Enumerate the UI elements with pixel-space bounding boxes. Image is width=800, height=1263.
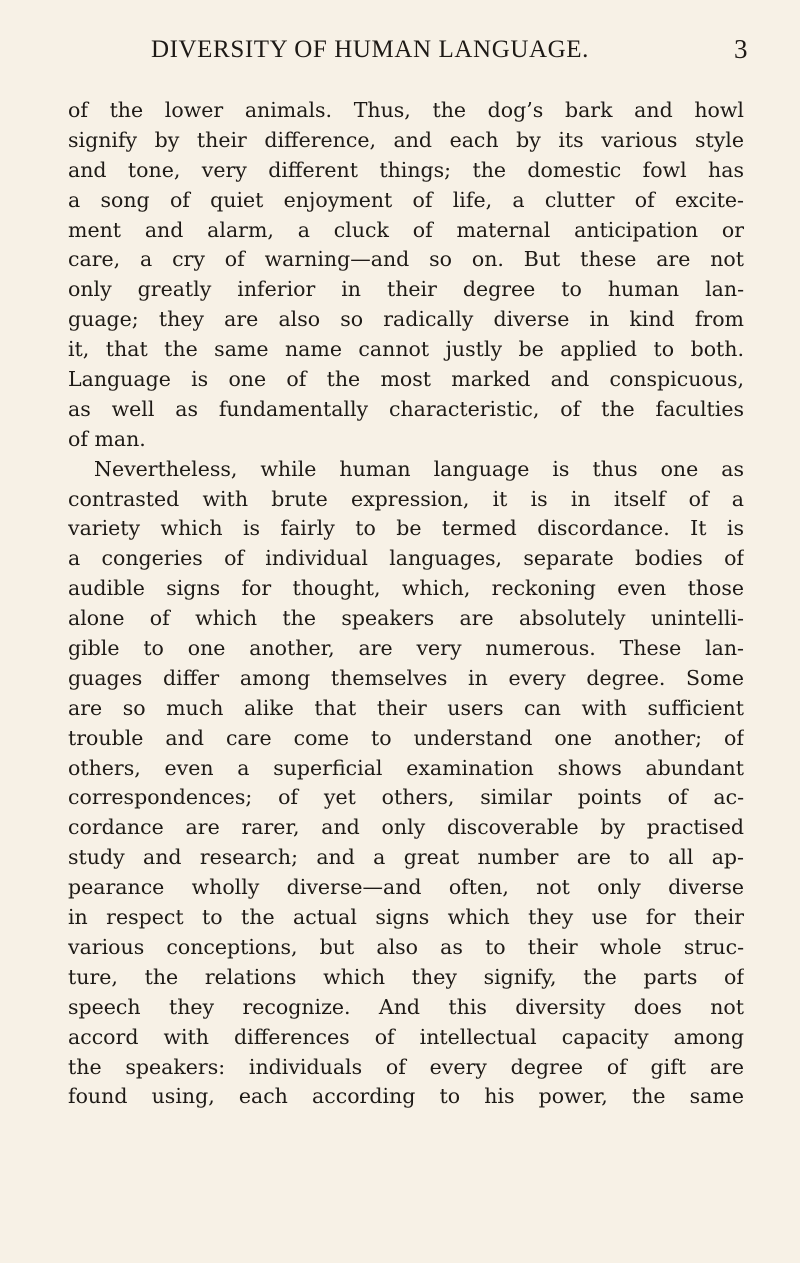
page-number: 3 (734, 34, 748, 64)
text-line: gible to one another, are very numerous. These lan- (68, 636, 744, 661)
text-line: ment and alarm, a cluck of maternal anticipation or (68, 217, 744, 242)
text-line: contrasted with brute expression, it is in itself of a (68, 486, 744, 511)
text-line: various conceptions, but also as to their whole struc- (68, 934, 744, 959)
text-line: cordance are rarer, and only discoverable by practised (68, 815, 744, 840)
text-line: study and research; and a great number are to all ap- (68, 845, 744, 870)
text-line: alone of which the speakers are absolutely unintelli- (68, 606, 744, 631)
text-line: signify by their difference, and each by its various style (68, 127, 744, 152)
text-line: the speakers: individuals of every degree of gift are (68, 1054, 744, 1079)
text-line: accord with differences of intellectual capacity among (68, 1024, 744, 1049)
text-line: ture, the relations which they signify, the parts of (68, 964, 744, 989)
text-line: Language is one of the most marked and conspicuous, (68, 367, 744, 392)
text-line: care, a cry of warning—and so on. But these are not (68, 247, 744, 272)
text-line: a congeries of individual languages, separate bodies of (68, 546, 744, 571)
text-line: audible signs for thought, which, reckoning even those (68, 576, 744, 601)
text-line: in respect to the actual signs which they use for their (68, 905, 744, 930)
text-line: correspondences; of yet others, similar points of ac- (68, 785, 744, 810)
text-line: pearance wholly diverse—and often, not only diverse (68, 875, 744, 900)
text-line: guage; they are also so radically diverse in kind from (68, 307, 744, 332)
text-line: found using, each according to his power, the same (68, 1084, 744, 1109)
text-line: guages differ among themselves in every degree. Some (68, 665, 744, 690)
text-line: as well as fundamentally characteristic, of the faculties (68, 396, 744, 421)
text-line: it, that the same name cannot justly be applied to both. (68, 337, 744, 362)
paragraph-end-line: of man. (68, 426, 146, 451)
text-line: a song of quiet enjoyment of life, a clutter of excite- (68, 187, 744, 212)
text-line: are so much alike that their users can with sufficient (68, 695, 744, 720)
text-line: trouble and care come to understand one another; of (68, 725, 744, 750)
body-text (68, 96, 744, 1112)
running-header-title: DIVERSITY OF HUMAN LANGUAGE. (150, 36, 590, 63)
text-line: others, even a superficial examination shows abundant (68, 755, 744, 780)
text-line: and tone, very different things; the domestic fowl has (68, 157, 744, 182)
text-line: only greatly inferior in their degree to human lan- (68, 277, 744, 302)
text-line: of the lower animals. Thus, the dog’s bark and howl (68, 98, 744, 122)
paragraph-start-line: Nevertheless, while human language is thus one as (94, 456, 744, 481)
text-line: speech they recognize. And this diversity does not (68, 994, 744, 1019)
text-line: variety which is fairly to be termed discordance. It is (68, 516, 744, 541)
